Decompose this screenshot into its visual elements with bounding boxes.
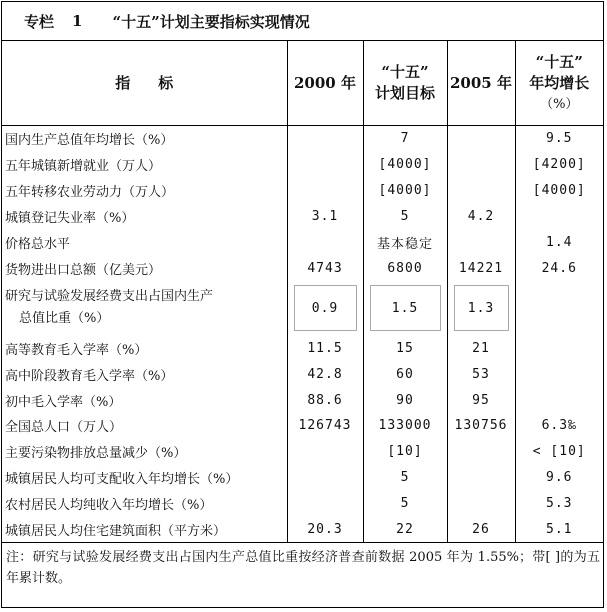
- cell-2005: 26: [447, 517, 515, 543]
- row-label: 价格总水平: [5, 237, 71, 252]
- cell-2000: [287, 126, 363, 152]
- table-row: [2, 204, 603, 230]
- row-label: 农村居民人均纯收入年均增长（%）: [5, 498, 213, 514]
- cell-growth: 1.4: [515, 230, 603, 256]
- row-label: [2, 281, 287, 335]
- title-number: 1: [72, 12, 83, 30]
- cell-growth: 6.3‰: [515, 413, 603, 439]
- box-title: [2, 2, 603, 41]
- cell-target-box: 1.5: [370, 285, 441, 331]
- cell-growth: 5.1: [515, 517, 603, 543]
- cell-2005: [447, 152, 515, 178]
- cell-2005: [447, 465, 515, 491]
- cell-target: [363, 281, 447, 335]
- table-row: [2, 517, 603, 543]
- cell-2005: 95: [447, 387, 515, 413]
- cell-2000: 88.6: [287, 387, 363, 413]
- header-growth-line2: 年均增长: [529, 73, 590, 92]
- cell-target: 90: [363, 387, 447, 413]
- header-growth: [515, 41, 603, 126]
- cell-target: [4000]: [363, 152, 447, 178]
- cell-2000: 4743: [287, 255, 363, 281]
- cell-target: [4000]: [363, 178, 447, 204]
- cell-2005: [447, 491, 515, 517]
- cell-growth: < [10]: [515, 439, 603, 465]
- row-label-line2: 总值比重（%）: [19, 311, 110, 327]
- table-row: [2, 230, 603, 256]
- cell-2000: 126743: [287, 413, 363, 439]
- header-growth-unit: （%）: [540, 96, 579, 112]
- cell-2005-box: 1.3: [454, 285, 509, 331]
- table-row: [2, 465, 603, 491]
- table-row: [2, 126, 603, 152]
- cell-2005: [447, 126, 515, 152]
- cell-2000: [287, 230, 363, 256]
- table-row: [2, 255, 603, 281]
- cell-target: 133000: [363, 413, 447, 439]
- cell-growth: [515, 281, 603, 335]
- cell-target: 7: [363, 126, 447, 152]
- cell-2000-box: 0.9: [294, 285, 357, 331]
- row-label: 主要污染物排放总量减少（%）: [5, 446, 187, 462]
- cell-target: 5: [363, 465, 447, 491]
- title-prefix: 专栏: [24, 12, 55, 31]
- header-target-line1: “十五”: [381, 63, 429, 81]
- cell-target: [10]: [363, 439, 447, 465]
- cell-2000: 42.8: [287, 361, 363, 387]
- cell-2005: [447, 439, 515, 465]
- row-label: 五年转移农业劳动力（万人）: [5, 185, 175, 201]
- table-row: [2, 335, 603, 361]
- cell-target: 6800: [363, 255, 447, 281]
- cell-2005: 53: [447, 361, 515, 387]
- cell-2000: [287, 152, 363, 178]
- cell-2005: 130756: [447, 413, 515, 439]
- table-row: [2, 439, 603, 465]
- cell-2005: [447, 230, 515, 256]
- header-indicator: 指标: [2, 41, 287, 126]
- cell-growth: [4200]: [515, 152, 603, 178]
- row-label: 五年城镇新增就业（万人）: [5, 159, 162, 175]
- cell-target: 22: [363, 517, 447, 543]
- table-row: [2, 413, 603, 439]
- table-row: [2, 178, 603, 204]
- table-row: [2, 281, 603, 335]
- cell-growth: [4000]: [515, 178, 603, 204]
- cell-growth: [515, 361, 603, 387]
- row-label: 城镇居民人均可支配收入年均增长（%）: [5, 472, 239, 488]
- cell-target: 60: [363, 361, 447, 387]
- table-row: [2, 361, 603, 387]
- row-label: 高等教育毛入学率（%）: [5, 342, 148, 358]
- cell-2005: 4.2: [447, 204, 515, 230]
- cell-growth: 9.5: [515, 126, 603, 152]
- header-row: [2, 41, 603, 126]
- header-target-line2: 计划目标: [374, 84, 435, 102]
- cell-2000: 20.3: [287, 517, 363, 543]
- table-row: [2, 387, 603, 413]
- cell-target: 5: [363, 491, 447, 517]
- footnote: 注：研究与试验发展经费支出占国内生产总值比重按经济普查前数据 2005 年为 1.55%；带[ ]的为五年累计数。: [2, 542, 603, 589]
- row-label: 城镇登记失业率（%）: [5, 211, 135, 227]
- title-text: “十五”计划主要指标实现情况: [112, 12, 310, 31]
- cell-target: 15: [363, 335, 447, 361]
- row-label: 高中阶段教育毛入学率（%）: [5, 368, 174, 384]
- header-2005: 2005 年: [447, 41, 515, 126]
- indicator-table: [2, 41, 603, 542]
- cell-2000: 3.1: [287, 204, 363, 230]
- row-label: 全国总人口（万人）: [5, 420, 123, 436]
- table-row: [2, 152, 603, 178]
- cell-growth: [515, 204, 603, 230]
- cell-growth: [515, 387, 603, 413]
- cell-target: 基本稳定: [363, 230, 447, 256]
- row-label-line1: 研究与试验发展经费支出占国内生产: [5, 289, 214, 305]
- cell-2000: 11.5: [287, 335, 363, 361]
- cell-2000: [287, 281, 363, 335]
- cell-2005: 14221: [447, 255, 515, 281]
- table-row: [2, 491, 603, 517]
- cell-growth: [515, 335, 603, 361]
- cell-2000: [287, 178, 363, 204]
- cell-2000: [287, 465, 363, 491]
- cell-growth: 9.6: [515, 465, 603, 491]
- cell-2005: [447, 178, 515, 204]
- cell-2000: [287, 439, 363, 465]
- row-label: 初中毛入学率（%）: [5, 394, 122, 410]
- header-growth-line1: “十五”: [535, 52, 583, 71]
- cell-2005: 21: [447, 335, 515, 361]
- row-label: 国内生产总值年均增长（%）: [5, 133, 174, 149]
- cell-target: 5: [363, 204, 447, 230]
- row-label: 城镇居民人均住宅建筑面积（平方米）: [5, 524, 227, 540]
- header-2000: 2000 年: [287, 41, 363, 126]
- header-target: [363, 41, 447, 126]
- cell-2000: [287, 491, 363, 517]
- page: [1, 1, 604, 608]
- row-label: 货物进出口总额（亿美元）: [5, 262, 162, 278]
- cell-2005: [447, 281, 515, 335]
- cell-growth: 5.3: [515, 491, 603, 517]
- cell-growth: 24.6: [515, 255, 603, 281]
